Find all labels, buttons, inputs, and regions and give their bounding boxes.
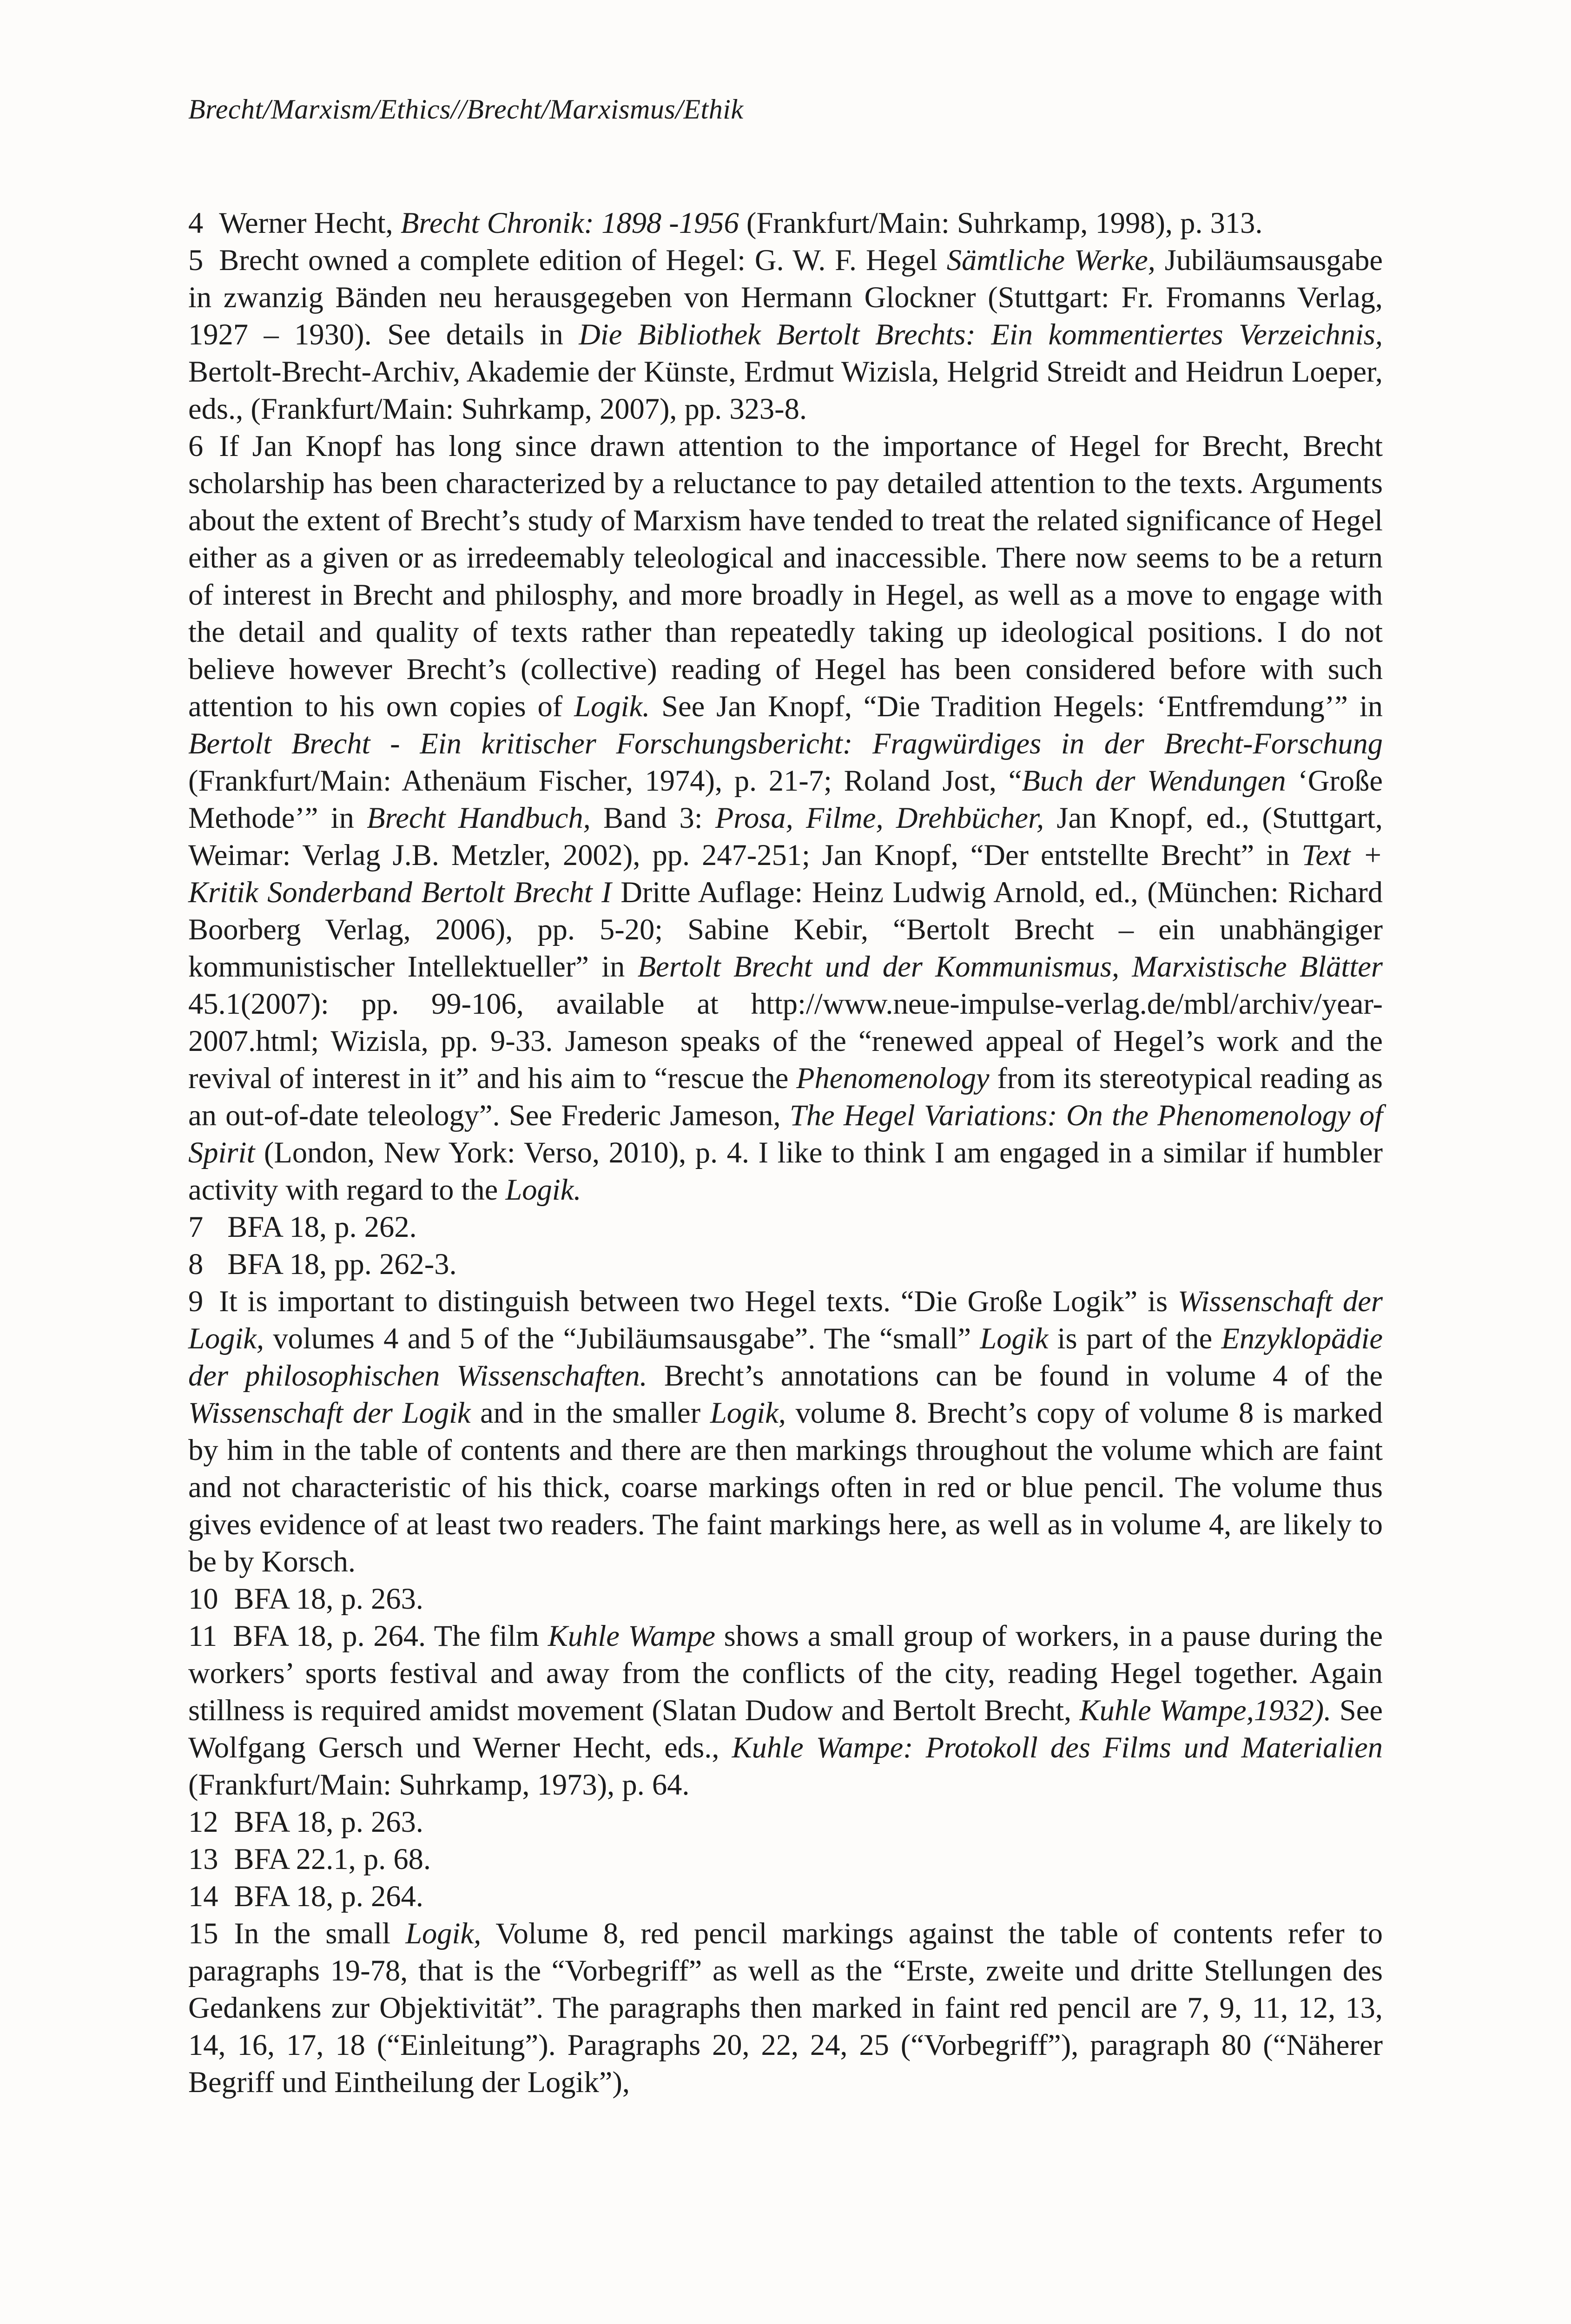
footnote-italic-text: Logik. [505,1173,581,1206]
footnote-text: (Frankfurt/Main: Suhrkamp, 1998), p. 313. [739,206,1263,239]
footnote-text: Brecht owned a complete edition of Hegel: G. W. F. Hegel [219,244,947,277]
footnote-11 [188,1618,1383,1803]
footnote-number: 10 [188,1582,218,1615]
footnote-text: BFA 18, p. 264. The film [233,1619,548,1652]
footnote-italic-text: Enzyklopädie der philosophischen Wissenschaften. [188,1322,1383,1392]
footnote-text: shows a small group of workers, in a pause during the workers’ sports festival and away from the conflicts of the city, reading Hegel together. Again stillness is required amidst movement (Slatan Dudow and Bertolt Brecht, [188,1619,1383,1727]
footnote-8 [188,1246,1383,1283]
footnote-italic-text: Die Bibliothek Bertolt Brechts: Ein kommentiertes Verzeichnis, [579,318,1383,351]
footnote-italic-text: Wissenschaft der Logik [188,1396,471,1429]
footnote-text: In the small [234,1917,406,1950]
footnote-italic-text: Phenomenology [796,1062,990,1095]
footnote-text: BFA 18, p. 263. [234,1582,423,1615]
footnote-italic-text: Sämtliche Werke, [946,244,1155,277]
footnote-text: Werner Hecht, [219,206,401,239]
footnote-text: BFA 18, p. 263. [234,1805,423,1838]
footnote-text: (London, New York: Verso, 2010), p. 4. I like to think I am engaged in a similar if humbler activity with regard to the [188,1136,1383,1206]
footnote-4 [188,205,1383,242]
footnote-number: 8 [188,1248,204,1281]
footnote-italic-text: The Hegel Variations: On the Phenomenology of Spirit [188,1099,1383,1169]
footnote-number: 13 [188,1842,218,1875]
footnote-12 [188,1803,1383,1841]
footnote-text: from its stereotypical reading as an out-of-date teleology”. See Frederic Jameson, [188,1062,1383,1132]
footnote-10 [188,1580,1383,1618]
footnote-text: 45.1(2007): pp. 99-106, available at http://www.neue-impulse-verlag.de/mbl/archiv/year-2007.html; Wizisla, pp. 9-33. Jameson speaks of the “renewed appeal of Hegel’s work and the revival of interest in it” and his aim to “rescue the [188,987,1383,1095]
footnote-text: ‘Große Methode’” in [188,764,1383,834]
footnote-text: See Wolfgang Gersch und Werner Hecht, eds., [188,1694,1383,1764]
footnote-text: If Jan Knopf has long since drawn attention to the importance of Hegel for Brecht, Brecht scholarship has been characterized by a reluctance to pay detailed attention to the texts. Arguments about the extent of Brecht’s study of Marxism have tended to treat the related significance of Hegel either as a given or as irredeemably teleological and inaccessible. There now seems to be a return of interest in Brecht and philosphy, and more broadly in Hegel, as well as a move to engage with the detail and quality of texts rather than repeatedly taking up ideological positions. I do not believe however Brecht’s (collective) reading of Hegel has been considered before with such attention to his own copies of [188,429,1383,723]
footnote-text: and in the smaller [470,1396,710,1429]
footnote-text: BFA 18, p. 262. [227,1210,417,1243]
footnote-italic-text: Kuhle Wampe [548,1619,716,1652]
footnote-number: 7 [188,1210,204,1243]
footnote-italic-text: Logik. [574,690,650,723]
footnote-italic-text: Prosa, Filme, Drehbücher, [715,801,1044,834]
footnote-text: Brecht’s annotations can be found in volume 4 of the [647,1359,1383,1392]
footnote-number: 12 [188,1805,218,1838]
footnote-text: See Jan Knopf, “Die Tradition Hegels: ‘Entfremdung’” in [650,690,1383,723]
footnote-italic-text: Logik, [710,1396,786,1429]
footnote-number: 14 [188,1880,218,1913]
footnote-italic-text: Kuhle Wampe,1932). [1079,1694,1332,1727]
footnote-text: It is important to distinguish between two Hegel texts. “Die Große Logik” is [219,1285,1178,1318]
footnote-number: 6 [188,429,204,462]
footnote-number: 5 [188,244,204,277]
footnote-text: Volume 8, red pencil markings against the table of contents refer to paragraphs 19-78, that is the “Vorbegriff” as well as the “Erste, zweite und dritte Stellungen des Gedankens zur Objektivität”. The paragraphs then marked in faint red pencil are 7, 9, 11, 12, 13, 14, 16, 17, 18 (“Einleitung”). Paragraphs 20, 22, 24, 25 (“Vorbegriff”), paragraph 80 (“Näherer Begriff und Eintheilung der Logik”), [188,1917,1383,2099]
footnote-5 [188,242,1383,428]
footnote-text: Bertolt-Brecht-Archiv, Akademie der Künste, Erdmut Wizisla, Helgrid Streidt and Heidrun Loeper, eds., (Frankfurt/Main: Suhrkamp, 2007), pp. 323-8. [188,355,1383,425]
footnote-text: is part of the [1048,1322,1221,1355]
footnote-italic-text: Wissenschaft der Logik, [188,1285,1383,1355]
footnote-italic-text: Logik [980,1322,1049,1355]
footnote-6 [188,428,1383,1208]
running-head: Brecht/Marxism/Ethics//Brecht/Marxismus/Ethik [188,94,744,125]
footnote-7 [188,1208,1383,1246]
footnote-italic-text: Bertolt Brecht und der Kommunismus, Marxistische Blätter [637,950,1383,983]
footnote-text: volumes 4 and 5 of the “Jubiläumsausgabe”. The “small” [264,1322,980,1355]
footnote-italic-text: Logik, [405,1917,482,1950]
footnote-13 [188,1841,1383,1878]
footnote-italic-text: Buch der Wendungen [1022,764,1286,797]
footnote-text: BFA 18, p. 264. [234,1880,423,1913]
footnote-number: 15 [188,1917,218,1950]
footnote-9 [188,1283,1383,1580]
footnote-italic-text: Kuhle Wampe: Protokoll des Films und Materialien [732,1731,1383,1764]
footnote-text: volume 8. Brecht’s copy of volume 8 is marked by him in the table of contents and there are then markings throughout the volume which are faint and not characteristic of his thick, coarse markings often in red or blue pencil. The volume thus gives evidence of at least two readers. The faint markings here, as well as in volume 4, are likely to be by Korsch. [188,1396,1383,1578]
footnotes-list [188,205,1383,2101]
footnote-number: 9 [188,1285,204,1318]
footnote-text: Dritte Auflage: Heinz Ludwig Arnold, ed., (München: Richard Boorberg Verlag, 2006), pp. 5-20; Sabine Kebir, “Bertolt Brecht – ein unabhängiger kommunistischer Intellektueller” in [188,876,1383,983]
footnote-text: Band 3: [590,801,715,834]
footnote-italic-text: Brecht Chronik: 1898 -1956 [400,206,739,239]
footnote-number: 11 [188,1619,218,1652]
footnote-text: (Frankfurt/Main: Suhrkamp, 1973), p. 64. [188,1768,690,1801]
footnote-14 [188,1878,1383,1915]
footnote-text: BFA 18, pp. 262-3. [227,1248,457,1281]
footnote-italic-text: Text + Kritik Sonderband Bertolt Brecht I [188,838,1383,909]
footnote-text: Jan Knopf, ed., (Stuttgart, Weimar: Verlag J.B. Metzler, 2002), pp. 247-251; Jan Knopf, “Der entstellte Brecht” in [188,801,1383,872]
footnote-italic-text: Brecht Handbuch, [367,801,591,834]
footnote-text: Jubiläumsausgabe in zwanzig Bänden neu herausgegeben von Hermann Glockner (Stuttgart: Fr. Fromanns Verlag, 1927 – 1930). See details in [188,244,1383,351]
footnote-italic-text: Bertolt Brecht - Ein kritischer Forschungsbericht: Fragwürdiges in der Brecht-Forschung [188,727,1383,760]
footnote-text: (Frankfurt/Main: Athenäum Fischer, 1974), p. 21-7; Roland Jost, “ [188,764,1022,797]
footnote-number: 4 [188,206,204,239]
footnote-15 [188,1915,1383,2101]
footnote-text: BFA 22.1, p. 68. [234,1842,431,1875]
